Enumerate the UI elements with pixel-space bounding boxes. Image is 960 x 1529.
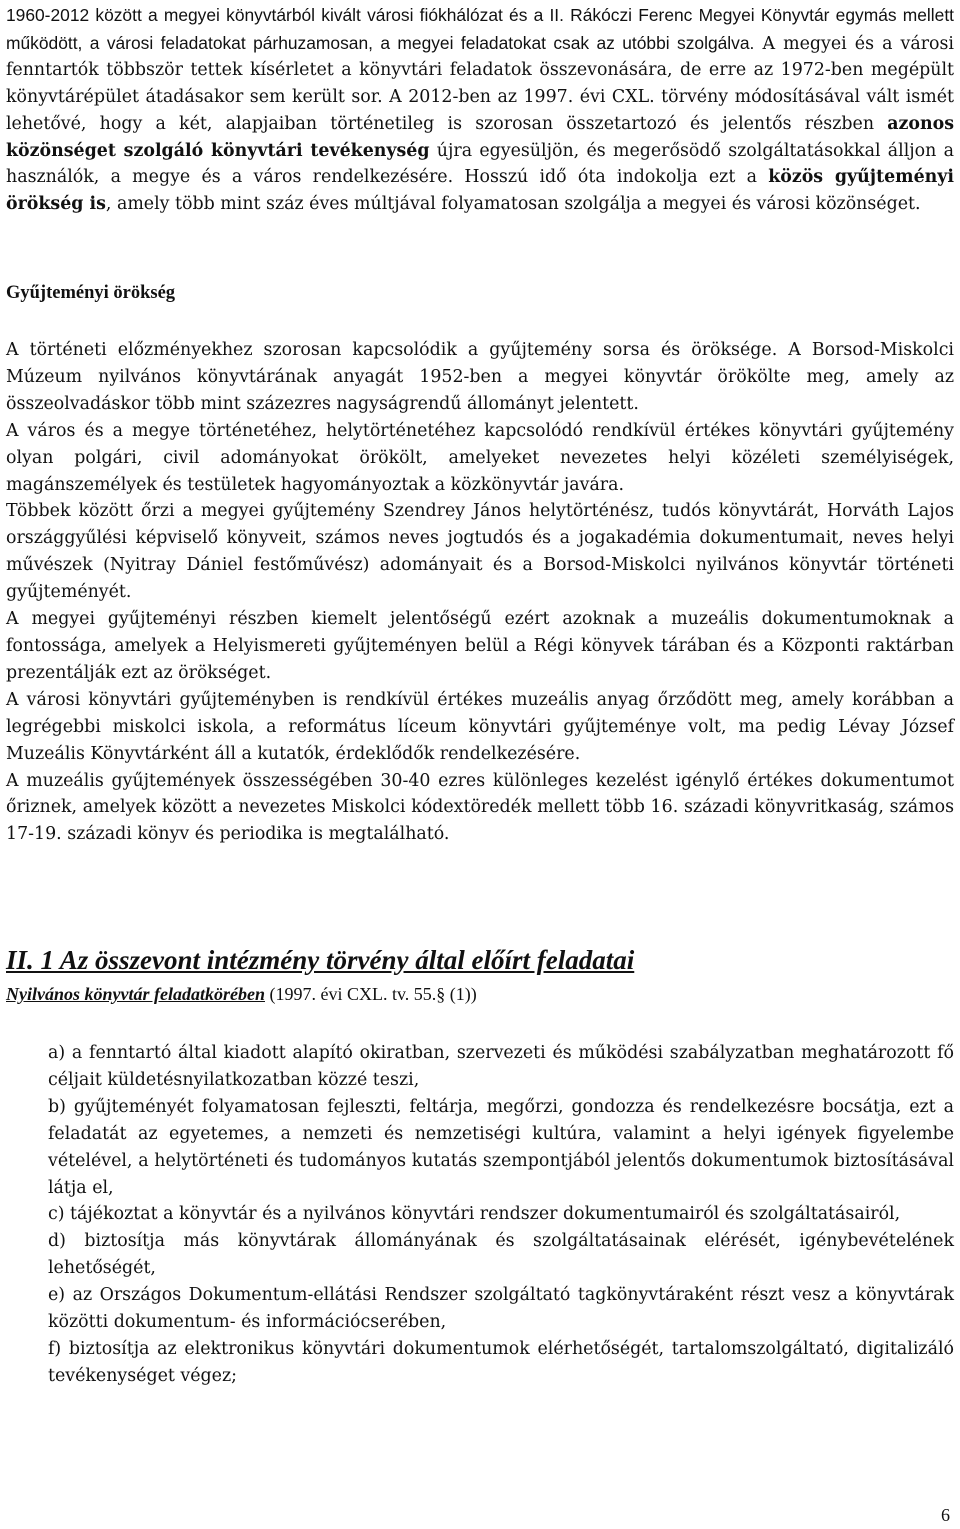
paragraph: A történeti előzményekhez szorosan kapcsolódik a gyűjtemény sorsa és öröksége. A Borsod-Miskolci Múzeum nyilvános könyvtárának anyagát 1952-ben a megyei könyvtár örökölte meg, amely az összeolvadáskor több mint százezres nagyságrendű állományt jelentett.: [6, 340, 954, 414]
paragraph: A muzeális gyűjtemények összességében 30-40 ezres különleges kezelést igénylő értékes dokumentumot őriznek, amelyek között a nevezetes Miskolci kódextöredék mellett több 16. századi könyvritkaság, számos 17-19. századi könyv és periodika is megtalálható.: [6, 770, 954, 845]
section-title: II. 1 Az összevont intézmény törvény által előírt feladatai: [6, 945, 635, 975]
intro-bold-1: azonos közönséget szolgáló könyvtári tevékenység: [6, 113, 954, 161]
list-item: f) biztosítja az elektronikus könyvtári dokumentumok elérhetőségét, tartalomszolgáltató, digitalizáló tevékenységet végez;: [48, 1338, 954, 1386]
collection-paragraphs: [6, 337, 954, 848]
intro-text-4: , amely több mint száz éves múltjával folyamatosan szolgálja a megyei és városi közönséget.: [105, 193, 921, 214]
list-item: a) a fenntartó által kiadott alapító okiratban, szervezeti és működési szabályzatban meghatározott fő céljait küldetésnyilatkozatban közzé teszi,: [48, 1043, 954, 1090]
list-item: c) tájékoztat a könyvtár és a nyilvános könyvtári rendszer dokumentumairól és szolgáltatásairól,: [48, 1204, 901, 1225]
page-number: 6: [941, 1505, 950, 1525]
intro-bold-2: közös gyűjteményi örökség is: [6, 167, 954, 214]
list-item: b) gyűjteményét folyamatosan fejleszti, feltárja, megőrzi, gondozza és rendelkezésre bocsátja, ezt a feladatát az egyetemes, a nemzeti és nemzetiségi kultúra, valamint a helyi igények figyelembe vételével, a helytörténeti és tudományos kutatás szempontjából jelentős dokumentumok biztosításával látja el,: [48, 1096, 954, 1198]
intro-paragraph: [6, 2, 954, 218]
section-subtitle: [6, 981, 477, 1007]
heading-collection-heritage: Gyűjteményi örökség: [6, 283, 176, 303]
list-item: d) biztosítja más könyvtárak állományának és szolgáltatásainak elérését, igénybevételének lehetőségét,: [48, 1231, 954, 1279]
paragraph: A városi könyvtári gyűjteményben is rendkívül értékes muzeális anyag őrződött meg, amely korábban a legrégebbi miskolci iskola, a református líceum könyvtári gyűjteménye volt, ma pedig Lévay József Muzeális Könyvtárként áll a kutatók, érdeklődők rendelkezésére.: [6, 689, 954, 764]
list-item: e) az Országos Dokumentum-ellátási Rendszer szolgáltató tagkönyvtáraként részt vesz a könyvtárak közötti dokumentum- és információcserében,: [48, 1285, 954, 1333]
section-subtitle-emphasis: Nyilvános könyvtár feladatkörében: [6, 984, 265, 1004]
intro-text-3: újra egyesüljön, és megerősödő szolgáltatásokkal álljon a használók, a megye és a város rendelkezésére. Hosszú idő óta indokolja ezt a: [6, 140, 954, 188]
task-list: [48, 1040, 954, 1390]
intro-text-2: A megyei és a városi fenntartók többször tettek kísérletet a könyvtári feladatok összevonására, de erre az 1972-ben megépült könyvtárépület átadásakor sem került sor. A 2012-ben az 1997. évi CXL. törvény módosításával vált ismét lehetővé, hogy a két, alapjaiban történetileg is szorosan összetartozó és jelentős részben: [6, 33, 954, 134]
section-subtitle-reference: (1997. évi CXL. tv. 55.§ (1)): [264, 984, 477, 1004]
intro-first-sentence: 1960-2012 között a megyei könyvtárból kivált városi fiókhálózat és a II. Rákóczi Ferenc Megyei Könyvtár egymás mellett működött, a városi feladatokat párhuzamosan, a megyei feladatokat csak az utóbbi szolgálva.: [6, 5, 954, 53]
paragraph: Többek között őrzi a megyei gyűjtemény Szendrey János helytörténész, tudós könyvtárát, Horváth Lajos országgyűlési képviselő könyveit, számos neves jogtudós és a jogakadémia dokumentumait, neves helyi művészek (Nyitray Dániel festőművész) adományait és a Borsod-Miskolci nyilvános könyvtár történeti gyűjteményét.: [6, 501, 954, 603]
paragraph: A város és a megye történetéhez, helytörténetéhez kapcsolódó rendkívül értékes könyvtári gyűjtemény olyan polgári, civil adományokat örökölt, amelyeket nevezetes helyi közéleti személyiségek, magánszemélyek és testületek hagyományoztak a közkönyvtár javára.: [6, 420, 954, 495]
paragraph: A megyei gyűjteményi részben kiemelt jelentőségű ezért azoknak a muzeális dokumentumoknak a fontossága, amelyek a Helyismereti gyűjteményen belül a Régi könyvek tárában és a Központi raktárban prezentálják ezt az örökséget.: [6, 609, 954, 683]
